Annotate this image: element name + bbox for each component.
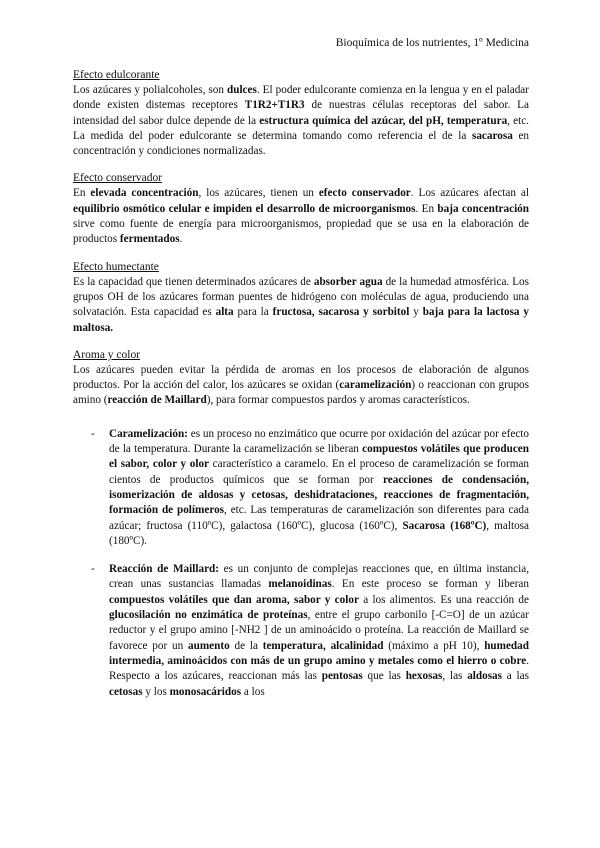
text-run: es un proceso no enzimático que ocurre por oxidación del azúcar por efecto de la temperatura. Durante la caramelización se liberan xyxy=(109,427,529,456)
text-run: ) o reaccionan con grupos amino ( xyxy=(73,379,529,407)
text-run: sirve como fuente de energía para microorganismos, propiedad que se usa en la elaboración de productos xyxy=(73,218,529,246)
section-efecto-humectante xyxy=(73,260,529,336)
text-run: característico a caramelo. En el proceso de caramelización se forman cientos de productos químicos que se forman por xyxy=(109,458,530,486)
text-run: de la xyxy=(229,639,263,652)
text-run: . xyxy=(179,233,183,246)
section-title: Efecto humectante xyxy=(73,260,159,273)
text-run: , los azúcares, tienen un xyxy=(198,187,319,200)
page-header: Bioquímica de los nutrientes, 1º Medicina xyxy=(335,37,529,49)
text-run: , etc. La medida del poder edulcorante se determina tomando como referencia el de la xyxy=(73,114,529,142)
bold-text-run: temperatura, alcalinidad xyxy=(262,639,384,652)
bold-text-run: aumento xyxy=(188,639,230,652)
document-body xyxy=(73,68,529,713)
section-paragraph xyxy=(73,363,529,409)
bold-text-run: compuestos volátiles que producen el sabor, color y olor xyxy=(109,443,529,471)
text-run: de nuestras células receptoras del sabor. La intensidad del sabor dulce depende de la xyxy=(73,99,529,127)
bold-text-run: Reacción de Maillard: xyxy=(109,563,219,576)
text-run: . Respecto a los azúcares, reaccionan más las xyxy=(109,654,529,683)
bold-text-run: elevada concentración xyxy=(90,187,199,200)
text-run: . En este proceso se forman y liberan xyxy=(331,578,529,591)
bold-text-run: equilibrio osmótico celular e impiden el desarrollo de microorganismos xyxy=(73,202,416,215)
dash-bullet: - xyxy=(91,563,95,576)
dash-bullet: - xyxy=(91,427,95,440)
bold-text-run: melanoidinas xyxy=(268,578,332,591)
section-paragraph xyxy=(73,83,529,159)
text-run: . Los azúcares afectan al xyxy=(410,187,529,200)
bold-text-run: reacciones de condensación, isomerización de aldosas y cetosas, deshidrataciones, reacciones de fragmentación, formación de polímeros xyxy=(109,473,529,517)
text-run: , maltosa (180ºC). xyxy=(109,519,529,547)
section-paragraph xyxy=(73,186,529,247)
bold-text-run: cetosas xyxy=(109,685,143,698)
section-efecto-conservador xyxy=(73,171,529,247)
text-run: y los xyxy=(142,685,170,698)
text-run: Los azúcares pueden evitar la pérdida de aromas en los procesos de elaboración de algunos productos. Por la acción del calor, los azúcares se oxidan ( xyxy=(73,363,529,392)
bold-text-run: baja concentración xyxy=(437,202,529,215)
list-item-text xyxy=(109,427,529,549)
text-run: ), para formar compuestos pardos y aromas característicos. xyxy=(206,394,470,407)
text-run: que las xyxy=(362,670,406,683)
text-run: . En xyxy=(415,202,438,215)
bold-text-run: Caramelización: xyxy=(109,427,188,440)
bold-text-run: estructura química del azúcar, del pH, temperatura xyxy=(259,114,508,127)
text-run: en concentración y condiciones normalizadas. xyxy=(73,129,530,158)
bold-text-run: sacarosa xyxy=(471,129,513,142)
list-item-caramelizacion xyxy=(73,427,529,549)
bold-text-run: aldosas xyxy=(467,670,503,683)
text-run: , las xyxy=(442,670,468,683)
bold-text-run: dulces xyxy=(227,84,257,96)
list-item-text xyxy=(109,562,529,700)
bold-text-run: hexosas xyxy=(405,670,443,683)
bold-text-run: T1R2+T1R3 xyxy=(244,99,305,112)
bold-text-run: reacción de Maillard xyxy=(107,394,207,407)
section-title: Efecto conservador xyxy=(73,172,163,185)
text-run: Los azúcares y polialcoholes, son xyxy=(73,84,227,96)
text-run: Es la capacidad que tienen determinados azúcares de xyxy=(73,275,314,288)
bold-text-run: efecto conservador xyxy=(318,187,411,200)
bold-text-run: caramelización xyxy=(339,379,412,392)
text-run: En xyxy=(73,187,91,200)
section-efecto-edulcorante xyxy=(73,68,529,159)
text-run: . El poder edulcorante comienza en la lengua y en el paladar donde existen distemas receptores xyxy=(73,84,529,112)
text-run: es un conjunto de complejas reacciones que, en última instancia, crean unas sustancias llamadas xyxy=(109,563,529,591)
list-item-maillard xyxy=(73,562,529,700)
bold-text-run: Sacarosa (168ºC) xyxy=(402,519,487,532)
bullet-list xyxy=(73,427,529,700)
text-run: , etc. Las temperaturas de caramelización son diferentes para cada azúcar; fructosa (110ºC), galactosa (160ºC), glucosa (160ºC), xyxy=(109,504,529,532)
bold-text-run: absorber agua xyxy=(313,275,383,288)
bold-text-run: compuestos volátiles que dan aroma, sabor y color xyxy=(109,593,359,606)
bold-text-run: glucosilación no enzimática de proteínas xyxy=(109,609,308,622)
text-run: a las xyxy=(502,670,529,683)
text-run: a los xyxy=(241,685,265,698)
text-run: de la humedad atmosférica. Los grupos OH de los azúcares forman puentes de hidrógeno con moléculas de agua, produciendo una solvatación. Esta capacidad es xyxy=(73,275,530,319)
bold-text-run: monosacáridos xyxy=(169,685,242,698)
text-run: , entre el grupo carbonilo [-C=O] de un azúcar reductor y el grupo amino [-NH2 ] de un aminoácido o proteína. La reacción de Maillard se favorece por un xyxy=(109,609,529,652)
bold-text-run: fructosa, sacarosa y sorbitol xyxy=(272,306,410,319)
text-run: a los alimentos. Es una reacción de xyxy=(358,593,529,606)
section-title: Aroma y color xyxy=(73,348,141,361)
bold-text-run: baja para la lactosa y maltosa. xyxy=(73,306,529,334)
bold-text-run: alta xyxy=(215,306,234,319)
text-run: y xyxy=(409,306,423,319)
text-run: (máximo a pH 10), xyxy=(383,639,485,652)
section-paragraph xyxy=(73,275,529,336)
text-run: para la xyxy=(233,306,273,319)
bold-text-run: humedad intermedia, aminoácidos con más de un grupo amino y metales como el hierro o cobre xyxy=(109,639,529,667)
bold-text-run: pentosas xyxy=(321,670,363,683)
bold-text-run: fermentados xyxy=(119,233,180,246)
section-title: Efecto edulcorante xyxy=(73,69,160,81)
section-aroma-y-color xyxy=(73,348,529,700)
